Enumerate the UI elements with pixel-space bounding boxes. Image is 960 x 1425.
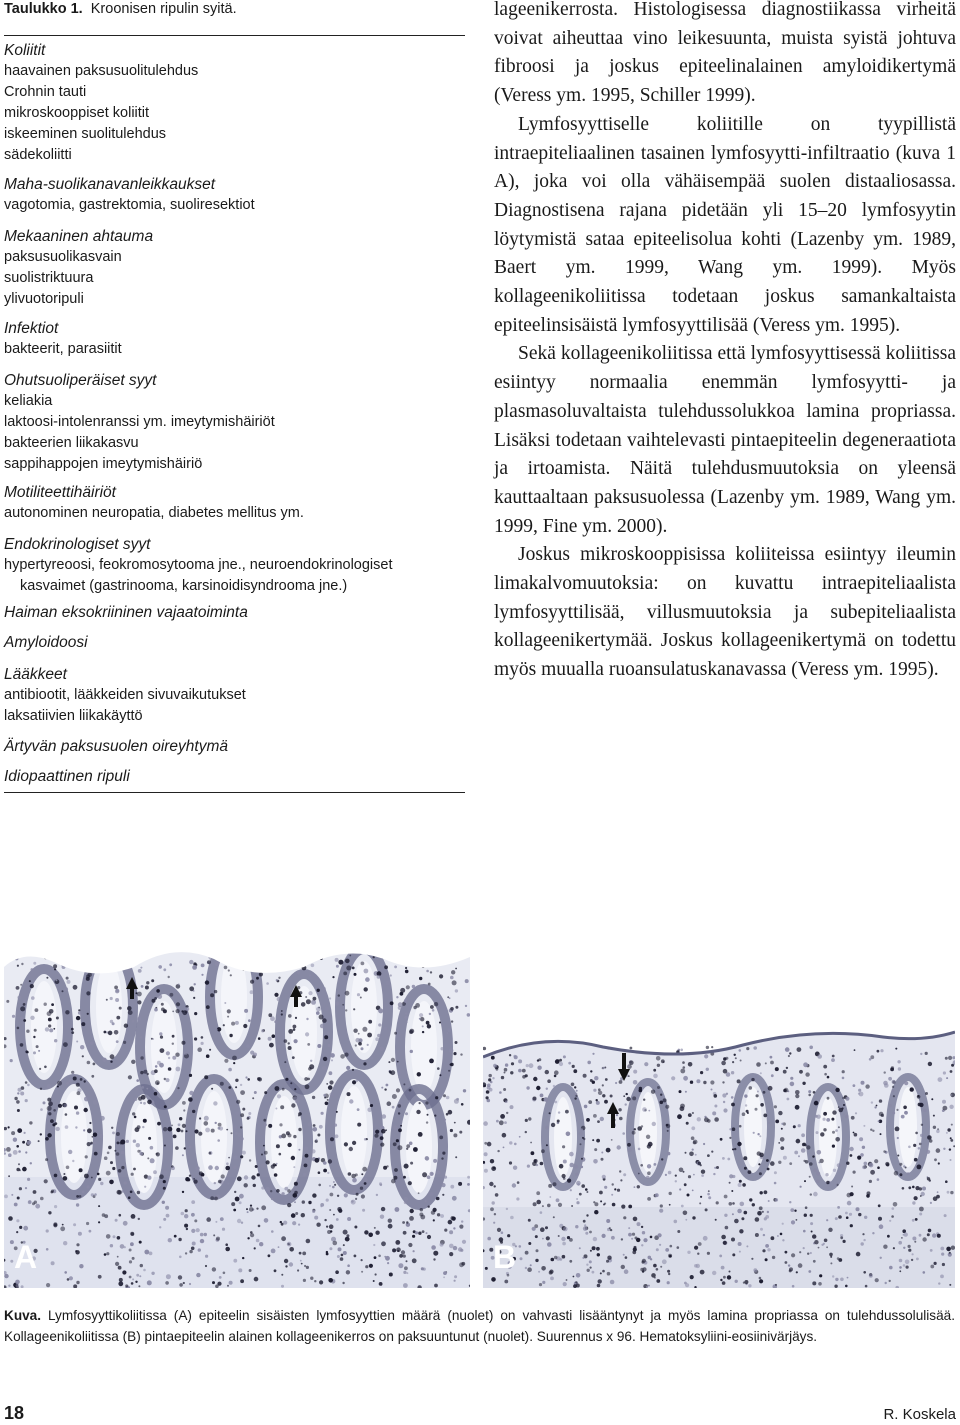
body-paragraph: Joskus mikroskooppisissa koliiteissa esiintyy ileumin limakalvomuutoksia: on kuvattu intraepiteliaalista lymfosyyttilisää, villusmuutoksia ja subepiteliaalista kollageenikertymää. Joskus kollageenikertymä on todettu myös muualla ruoansulatuskanavassa (Veress ym. 1995). [494,544,956,681]
table-item: keliakia [4,393,53,409]
table-item: laksatiivien liikakäyttö [4,708,143,724]
table-group-heading: Mekaaninen ahtauma [4,228,154,245]
table-top-rule [4,35,465,36]
running-author: R. Koskela [883,1406,956,1423]
table-item: hypertyreoosi, feokromosytooma jne., neuroendokrinologiset [4,557,393,573]
micrograph-panel-b [483,937,955,1288]
table-group-heading: Haiman eksokriininen vajaatoiminta [4,604,248,621]
table-group [4,736,228,757]
table-group [4,602,248,623]
table-group-heading: Amyloidoosi [4,634,88,651]
table-item: iskeeminen suolitulehdus [4,126,167,142]
figure-caption [4,1305,955,1347]
table-group [4,482,304,524]
table-group [4,174,255,216]
table-group [4,40,198,166]
micrograph-b-image [483,937,955,1288]
table-group-heading: Ohutsuoliperäiset syyt [4,372,157,389]
table-group-heading: Endokrinologiset syyt [4,536,151,553]
caption-text: Lymfosyyttikoliitissa (A) epiteelin sisäisten lymfosyyttien määrä (nuolet) on vahvasti lisääntynyt ja myös lamina propriassa on tulehdussolulisää. Kollageenikoliitissa (B) pintaepiteelin alainen kollageenikerros on paksuuntunut (nuolet). Suurennus x 96. Hematoksyliini-eosiinivärjäys. [4,1308,955,1344]
table-group-heading: Koliitit [4,42,46,59]
table-group [4,318,122,360]
table-item: bakteerit, parasiitit [4,341,122,357]
panel-b-label: B [493,1239,517,1275]
table-group-heading: Infektiot [4,320,59,337]
table-group [4,632,88,653]
panel-a-label: A [14,1239,38,1275]
caption-label: Kuva. [4,1308,42,1323]
table-item: sappihappojen imeytymishäiriö [4,456,203,472]
table-group-heading: Idiopaattinen ripuli [4,768,130,785]
table-bottom-rule [4,792,465,793]
body-text [494,0,956,685]
table-item: antibiootit, lääkkeiden sivuvaikutukset [4,687,246,703]
table-item: haavainen paksusuolitulehdus [4,63,199,79]
body-paragraph: lageenikerrosta. Histologisessa diagnostiikassa virheitä voivat aiheuttaa vino leikesuunta, muista syistä johtuva fibroosi ja joskus epiteelinalainen amyloidikertymä (Veress ym. 1995, Schiller 1999). [494,0,956,107]
table-group [4,664,246,727]
table-item: autonominen neuropatia, diabetes mellitus ym. [4,505,304,521]
figure [4,937,955,1288]
table-group [4,226,153,310]
page-number: 18 [4,1403,25,1423]
table-group [4,534,393,597]
body-paragraph: Lymfosyyttiselle koliitille on tyypillistä intraepiteliaalinen tasainen lymfosyytti-infiltraatio (kuva 1 A), joka voi olla vähäisempää suolen distaaliosassa. Diagnostisena rajana pidetään yli 15–20 lymfosyytin löytymistä sataa epiteelisolua kohti (Lazenby ym. 1989, Baert ym. 1999, Wang ym. 1999). Myös kollageenikoliitissa todetaan joskus samankaltaista epiteelinsisäistä lymfosyyttilisää (Veress ym. 1995). [494,113,956,336]
table-group-heading: Ärtyvän paksusuolen oireyhtymä [4,738,229,755]
table-item: laktoosi-intolenranssi ym. imeytymishäiriöt [4,414,275,430]
table-item: mikroskooppiset koliitit [4,105,150,121]
table-label: Taulukko 1. [4,1,83,17]
micrograph-a-image [4,937,470,1288]
table-item: paksusuolikasvain [4,249,122,265]
table-title [4,0,237,18]
table-group [4,370,275,475]
table-group-heading: Maha-suolikanavanleikkaukset [4,176,216,193]
table-item: sädekoliitti [4,147,72,163]
table-item: suolistriktuura [4,270,94,286]
table-item: ylivuotoripuli [4,291,84,307]
table-item: kasvaimet (gastrinooma, karsinoidisyndrooma jne.) [20,578,348,594]
table-group-heading: Motiliteettihäiriöt [4,484,116,501]
table-item: vagotomia, gastrektomia, suoliresektiot [4,197,255,213]
table-group [4,766,130,787]
micrograph-panel-a [4,937,470,1288]
table-caption: Kroonisen ripulin syitä. [90,1,237,17]
table-item: Crohnin tauti [4,84,87,100]
body-paragraph: Sekä kollageenikoliitissa että lymfosyyttisessä koliitissa esiintyy normaalia enemmän lymfosyytti- ja plasmasoluvaltaista tulehdussolukkoa lamina propriassa. Lisäksi todetaan vaihtelevasti pintaepiteelin degeneraatiota ja irtoamista. Näitä tulehdusmuutoksia on yleensä kauttaaltaan paksusuolessa (Lazenby ym. 1989, Wang ym. 1999, Fine ym. 2000). [494,343,956,537]
table-item: bakteerien liikakasvu [4,435,139,451]
table-group-heading: Lääkkeet [4,666,67,683]
